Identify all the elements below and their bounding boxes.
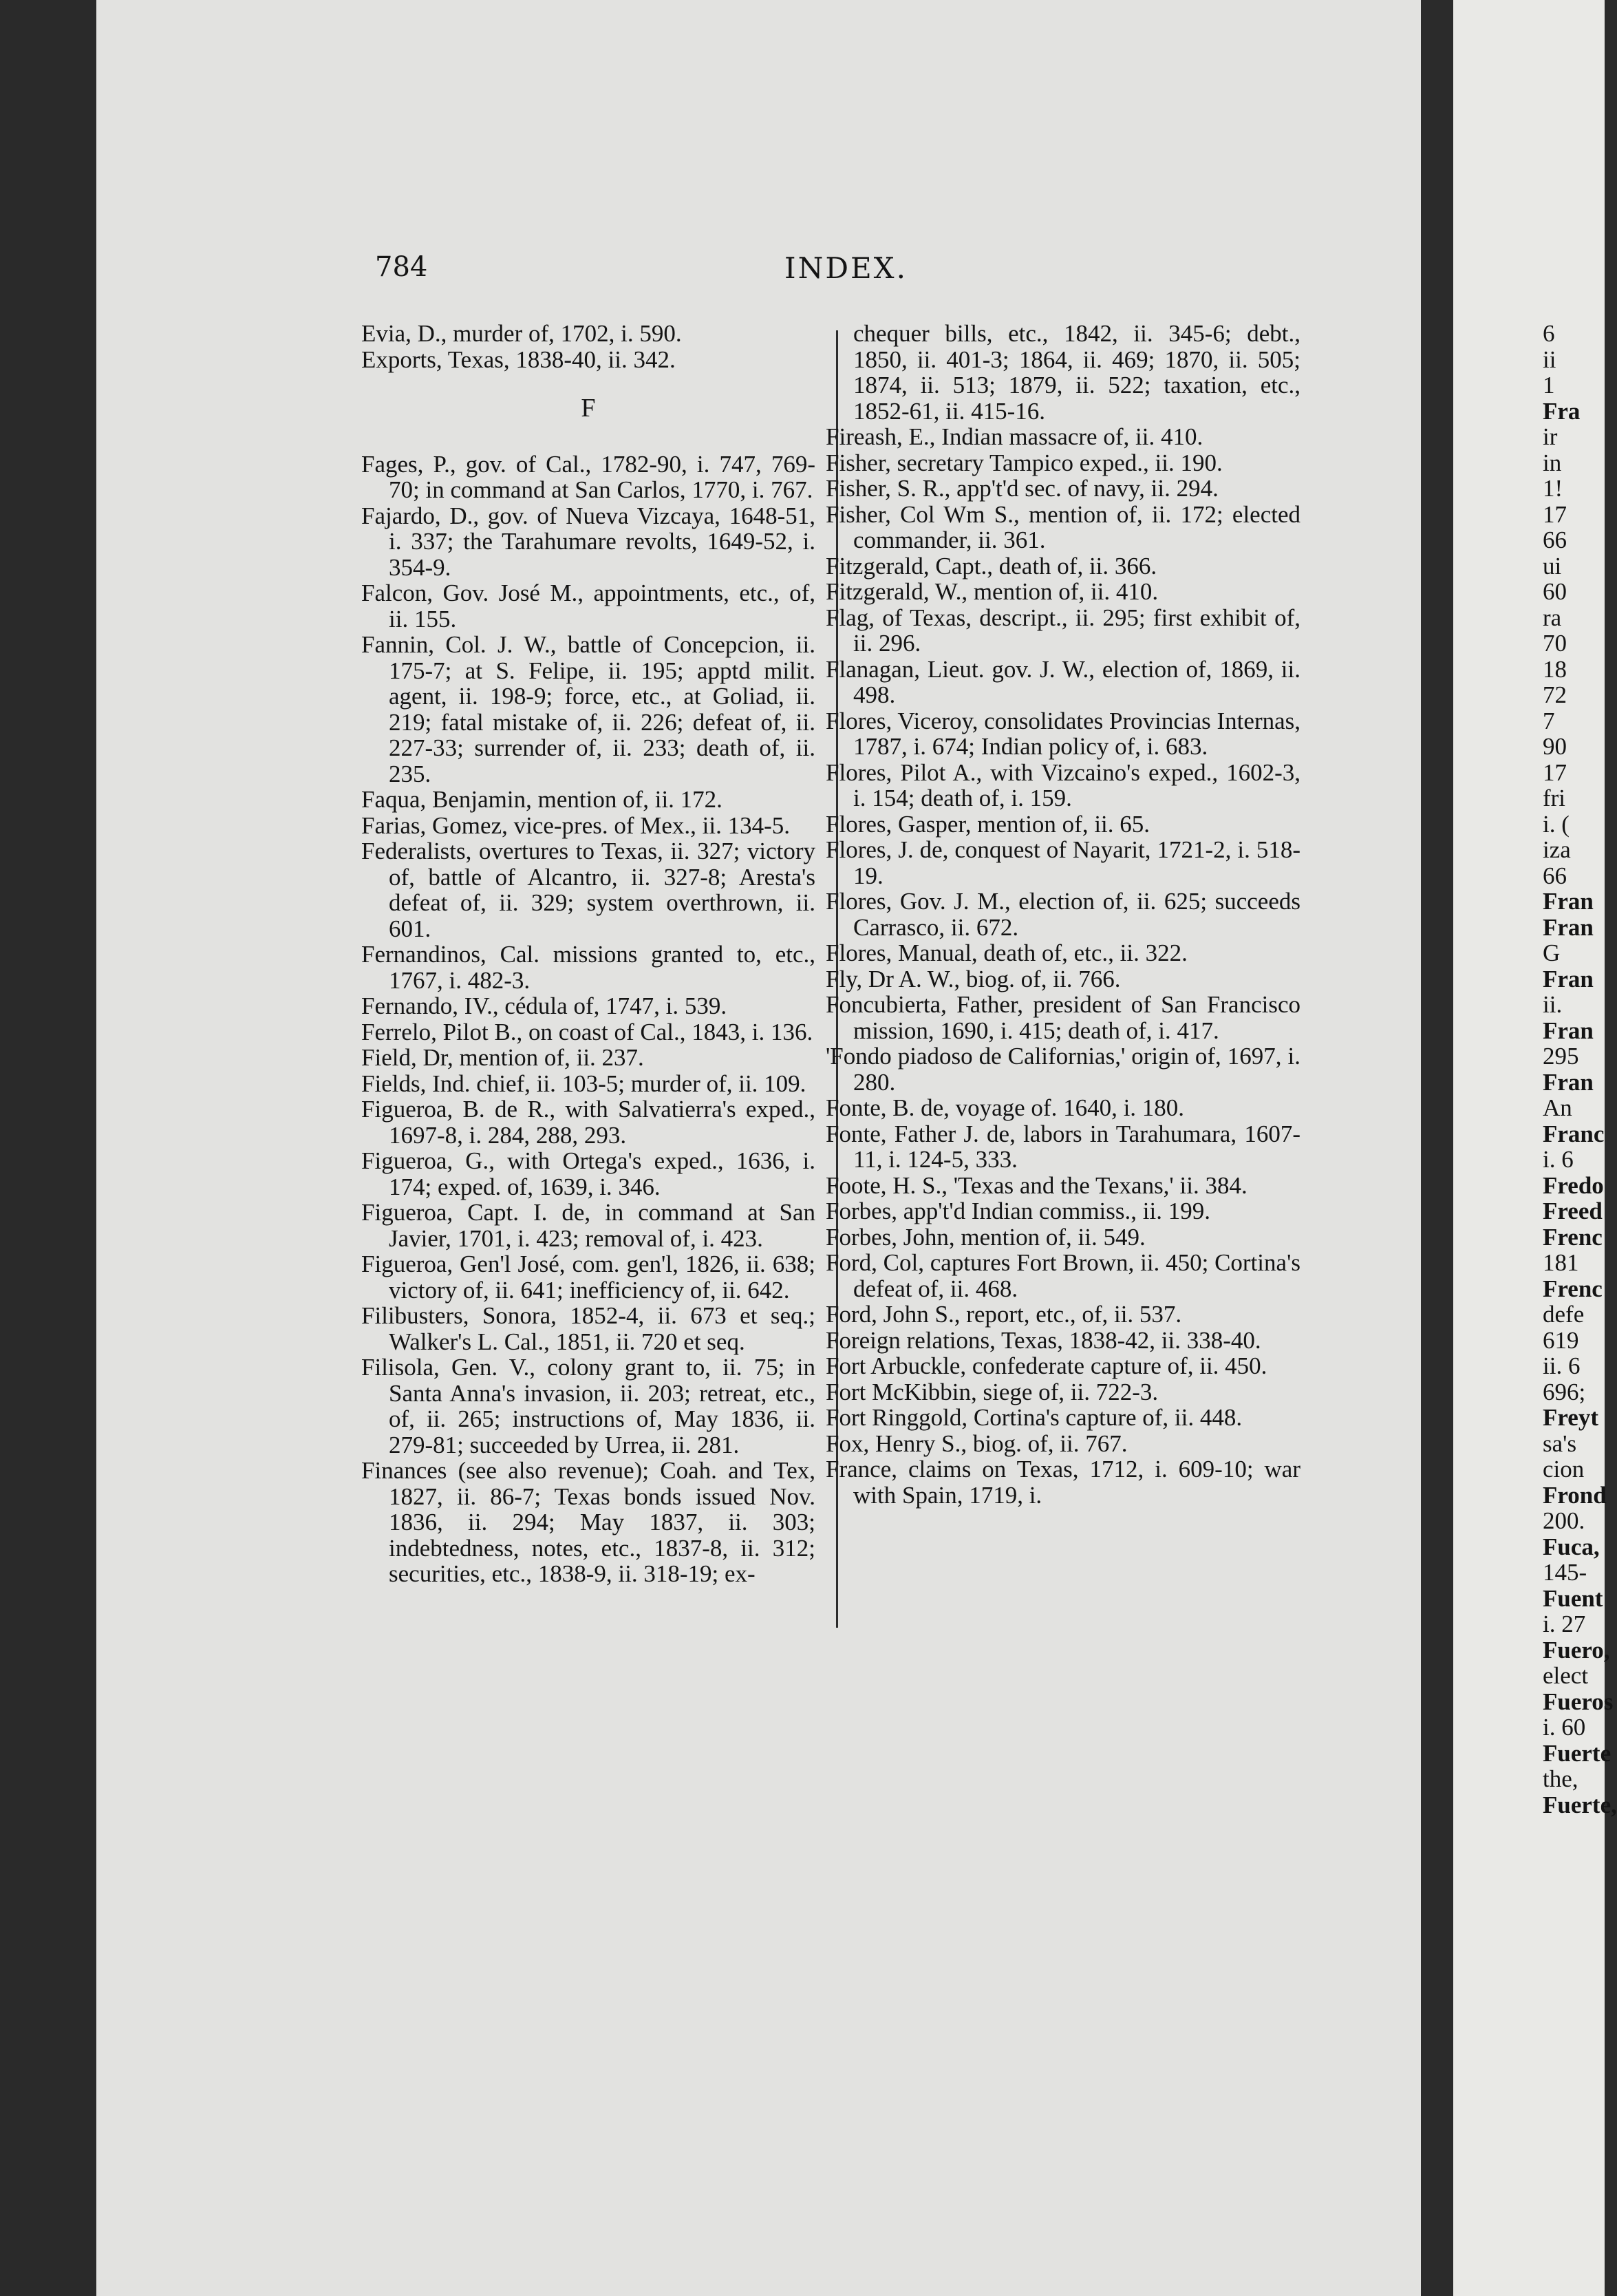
- cropped-entry-fragment: Franc: [1543, 1120, 1605, 1147]
- index-column-middle: [826, 321, 1300, 1508]
- cropped-entry-fragment: iza: [1543, 836, 1571, 863]
- index-entry: Fisher, secretary Tampico exped., ii. 190.: [826, 449, 1223, 476]
- cropped-entry-fragment: i. 60: [1543, 1714, 1586, 1741]
- index-entry: Flores, Manual, death of, etc., ii. 322.: [826, 939, 1188, 966]
- cropped-entry-fragment: 181: [1543, 1249, 1579, 1276]
- index-entry: Fox, Henry S., biog. of, ii. 767.: [826, 1429, 1128, 1457]
- cropped-entry-fragment: fri: [1543, 785, 1566, 811]
- index-entry: Fernandinos, Cal. missions granted to, etc., 1767, i. 482-3.: [361, 941, 815, 994]
- cropped-entry-fragment: 70: [1543, 630, 1567, 657]
- cropped-entry-fragment: defe: [1543, 1301, 1585, 1328]
- index-entry: Ford, Col, captures Fort Brown, ii. 450; Cortina's defeat of, ii. 468.: [826, 1249, 1300, 1302]
- index-entry: Fisher, Col Wm S., mention of, ii. 172; elected commander, ii. 361.: [826, 500, 1300, 553]
- cropped-entry-fragment: the,: [1543, 1765, 1578, 1792]
- index-entry: Falcon, Gov. José M., appointments, etc., of, ii. 155.: [361, 580, 815, 633]
- index-entry: Exports, Texas, 1838-40, ii. 342.: [361, 346, 676, 373]
- cropped-entry-fragment: 200.: [1543, 1507, 1585, 1534]
- cropped-entry-fragment: in: [1543, 449, 1562, 476]
- section-letter-heading: F: [581, 394, 596, 423]
- cropped-entry-fragment: 66: [1543, 527, 1567, 553]
- index-entry: Flores, Gov. J. M., election of, ii. 625; succeeds Carrasco, ii. 672.: [826, 888, 1300, 941]
- index-entry: Field, Dr, mention of, ii. 237.: [361, 1044, 644, 1071]
- index-entry: Figueroa, B. de R., with Salvatierra's exped., 1697-8, i. 284, 288, 293.: [361, 1096, 815, 1149]
- index-entry: chequer bills, etc., 1842, ii. 345-6; debt., 1850, ii. 401-3; 1864, ii. 469; 1870, ii. 505; 1874, ii. 513; 1879, ii. 522; taxation, etc., 1852-61, ii. 415-16.: [853, 320, 1300, 425]
- index-entry: 'Fondo piadoso de Californias,' origin of, 1697, i. 280.: [826, 1043, 1300, 1096]
- index-entry: Fernando, IV., cédula of, 1747, i. 539.: [361, 992, 727, 1019]
- cropped-entry-fragment: 1!: [1543, 475, 1563, 502]
- index-entry: Forbes, John, mention of, ii. 549.: [826, 1223, 1146, 1251]
- cropped-entry-fragment: 6: [1543, 320, 1555, 347]
- index-entry: Forbes, app't'd Indian commiss., ii. 199.: [826, 1198, 1210, 1224]
- book-gutter: [1421, 0, 1453, 2296]
- index-entry: Figueroa, Capt. I. de, in command at San Javier, 1701, i. 423; removal of, i. 423.: [361, 1199, 815, 1252]
- index-entry: Foncubierta, Father, president of San Francisco mission, 1690, i. 415; death of, i. 417.: [826, 991, 1300, 1044]
- cropped-entry-fragment: Fran: [1543, 913, 1594, 941]
- cropped-entry-fragment: 17: [1543, 758, 1567, 786]
- index-entry: Filisola, Gen. V., colony grant to, ii. 75; in Santa Anna's invasion, ii. 203; retreat, etc., of, ii. 265; instructions of, May 1836, ii. 279-81; succeeded by Urrea, ii. 281.: [361, 1354, 815, 1458]
- cropped-entry-fragment: Fra: [1543, 397, 1581, 425]
- index-entry: Ferrelo, Pilot B., on coast of Cal., 1843, i. 136.: [361, 1018, 813, 1045]
- index-entry: Faqua, Benjamin, mention of, ii. 172.: [361, 786, 722, 813]
- index-entry: Flag, of Texas, descript., ii. 295; first exhibit of, ii. 296.: [826, 604, 1300, 657]
- cropped-entry-fragment: Fredo: [1543, 1171, 1604, 1199]
- cropped-entry-fragment: cion: [1543, 1456, 1585, 1482]
- index-column-right-cropped: [1543, 320, 1617, 1818]
- cropped-entry-fragment: Frenc: [1543, 1275, 1603, 1302]
- cropped-entry-fragment: Frenc: [1543, 1223, 1603, 1251]
- cropped-entry-fragment: Fuca,: [1543, 1533, 1600, 1560]
- cropped-entry-fragment: 90: [1543, 733, 1567, 760]
- cropped-entry-fragment: sa's: [1543, 1429, 1577, 1457]
- index-entry: Flanagan, Lieut. gov. J. W., election of, 1869, ii. 498.: [826, 655, 1300, 708]
- index-entry: Evia, D., murder of, 1702, i. 590.: [361, 320, 682, 347]
- cropped-entry-fragment: An: [1543, 1094, 1572, 1121]
- cropped-entry-fragment: Frond: [1543, 1481, 1607, 1509]
- cropped-entry-fragment: Freyt: [1543, 1404, 1598, 1431]
- cropped-entry-fragment: i. 6: [1543, 1146, 1574, 1173]
- cropped-entry-fragment: 7: [1543, 707, 1555, 734]
- running-head: INDEX.: [784, 251, 908, 285]
- cropped-entry-fragment: 18: [1543, 655, 1567, 683]
- index-entry: Ford, John S., report, etc., of, ii. 537.: [826, 1301, 1182, 1328]
- index-entry: Figueroa, G., with Ortega's exped., 1636, i. 174; exped. of, 1639, i. 346.: [361, 1147, 815, 1200]
- cropped-entry-fragment: 60: [1543, 578, 1567, 605]
- cropped-entry-fragment: 17: [1543, 500, 1567, 528]
- index-entry: Flores, Gasper, mention of, ii. 65.: [826, 810, 1150, 838]
- cropped-entry-fragment: G: [1543, 939, 1561, 966]
- index-entry: Flores, Pilot A., with Vizcaino's exped., 1602-3, i. 154; death of, i. 159.: [826, 758, 1300, 811]
- index-entry: Fly, Dr A. W., biog. of, ii. 766.: [826, 965, 1121, 992]
- index-column-left: [361, 321, 815, 1587]
- cropped-entry-fragment: 145-: [1543, 1559, 1587, 1586]
- cropped-entry-fragment: Fueros: [1543, 1688, 1614, 1715]
- index-entry: Farias, Gomez, vice-pres. of Mex., ii. 134-5.: [361, 811, 791, 839]
- index-entry: Flores, Viceroy, consolidates Provincias Internas, 1787, i. 674; Indian policy of, i. 683.: [826, 707, 1300, 760]
- cropped-entry-fragment: ir: [1543, 423, 1558, 450]
- index-entry: Filibusters, Sonora, 1852-4, ii. 673 et seq.; Walker's L. Cal., 1851, ii. 720 et seq.: [361, 1302, 815, 1355]
- cropped-entry-fragment: Fran: [1543, 888, 1594, 915]
- index-entry: Fitzgerald, W., mention of, ii. 410.: [826, 578, 1159, 605]
- index-entry: Figueroa, Gen'l José, com. gen'l, 1826, ii. 638; victory of, ii. 641; inefficiency of, ii. 642.: [361, 1251, 815, 1304]
- index-entry: Fages, P., gov. of Cal., 1782-90, i. 747, 769-70; in command at San Carlos, 1770, i. 767.: [361, 450, 815, 503]
- index-entry: Finances (see also revenue); Coah. and Tex, 1827, ii. 86-7; Texas bonds issued Nov. 1836, ii. 294; May 1837, ii. 303; indebtedness, notes, etc., 1837-8, ii. 312; securities, etc., 1838-9, ii. 318-19; ex-: [361, 1457, 815, 1587]
- cropped-entry-fragment: 1: [1543, 372, 1555, 398]
- index-entry: Federalists, overtures to Texas, ii. 327; victory of, battle of Alcantro, ii. 327-8; Aresta's defeat of, ii. 329; system overthrown, ii. 601.: [361, 838, 815, 942]
- index-entry: Fort McKibbin, siege of, ii. 722-3.: [826, 1378, 1159, 1405]
- index-entry: Fannin, Col. J. W., battle of Concepcion, ii. 175-7; at S. Felipe, ii. 195; apptd milit. agent, ii. 198-9; force, etc., at Goliad, ii. 219; fatal mistake of, ii. 226; defeat of, ii. 227-33; surrender of, ii. 233; death of, ii. 235.: [361, 631, 815, 787]
- index-entry: Foote, H. S., 'Texas and the Texans,' ii. 384.: [826, 1171, 1247, 1199]
- index-entry: Fisher, S. R., app't'd sec. of navy, ii. 294.: [826, 475, 1219, 502]
- index-entry: France, claims on Texas, 1712, i. 609-10; war with Spain, 1719, i.: [826, 1456, 1300, 1509]
- index-entry: Fonte, Father J. de, labors in Tarahumara, 1607-11, i. 124-5, 333.: [826, 1120, 1300, 1173]
- index-entry: Fitzgerald, Capt., death of, ii. 366.: [826, 552, 1157, 580]
- cropped-entry-fragment: Fuero,: [1543, 1636, 1610, 1663]
- cropped-entry-fragment: Fran: [1543, 1068, 1594, 1096]
- cropped-entry-fragment: Fuerte: [1543, 1739, 1611, 1767]
- index-entry: Fields, Ind. chief, ii. 103-5; murder of, ii. 109.: [361, 1070, 806, 1097]
- cropped-entry-fragment: Fran: [1543, 965, 1594, 992]
- cropped-entry-fragment: Fuerte,: [1543, 1791, 1617, 1818]
- cropped-entry-fragment: i. 27: [1543, 1611, 1586, 1637]
- cropped-entry-fragment: 295: [1543, 1043, 1579, 1070]
- index-entry: Fort Arbuckle, confederate capture of, ii. 450.: [826, 1352, 1267, 1379]
- cropped-entry-fragment: 619: [1543, 1326, 1579, 1354]
- cropped-entry-fragment: 696;: [1543, 1378, 1586, 1405]
- cropped-entry-fragment: ii.: [1543, 991, 1563, 1018]
- cropped-entry-fragment: 72: [1543, 681, 1567, 708]
- index-entry: Fort Ringgold, Cortina's capture of, ii. 448.: [826, 1404, 1243, 1431]
- index-entry: Flores, J. de, conquest of Nayarit, 1721-2, i. 518-19.: [826, 836, 1300, 889]
- index-entry: Fajardo, D., gov. of Nueva Vizcaya, 1648-51, i. 337; the Tarahumare revolts, 1649-52, i. 354-9.: [361, 502, 815, 581]
- index-entry: Fonte, B. de, voyage of. 1640, i. 180.: [826, 1094, 1185, 1121]
- cropped-entry-fragment: i. (: [1543, 810, 1570, 838]
- index-entry: Foreign relations, Texas, 1838-42, ii. 338-40.: [826, 1326, 1261, 1354]
- cropped-entry-fragment: ra: [1543, 604, 1562, 631]
- cropped-entry-fragment: 66: [1543, 862, 1567, 889]
- page-number: 784: [375, 251, 428, 283]
- cropped-entry-fragment: elect: [1543, 1662, 1589, 1689]
- cropped-entry-fragment: ui: [1543, 552, 1562, 580]
- index-entry: Fireash, E., Indian massacre of, ii. 410.: [826, 423, 1203, 450]
- cropped-entry-fragment: ii. 6: [1543, 1352, 1581, 1379]
- cropped-entry-fragment: Freed: [1543, 1198, 1603, 1224]
- cropped-entry-fragment: Fuent: [1543, 1584, 1603, 1612]
- cropped-entry-fragment: Fran: [1543, 1017, 1594, 1044]
- cropped-entry-fragment: ii: [1543, 346, 1556, 373]
